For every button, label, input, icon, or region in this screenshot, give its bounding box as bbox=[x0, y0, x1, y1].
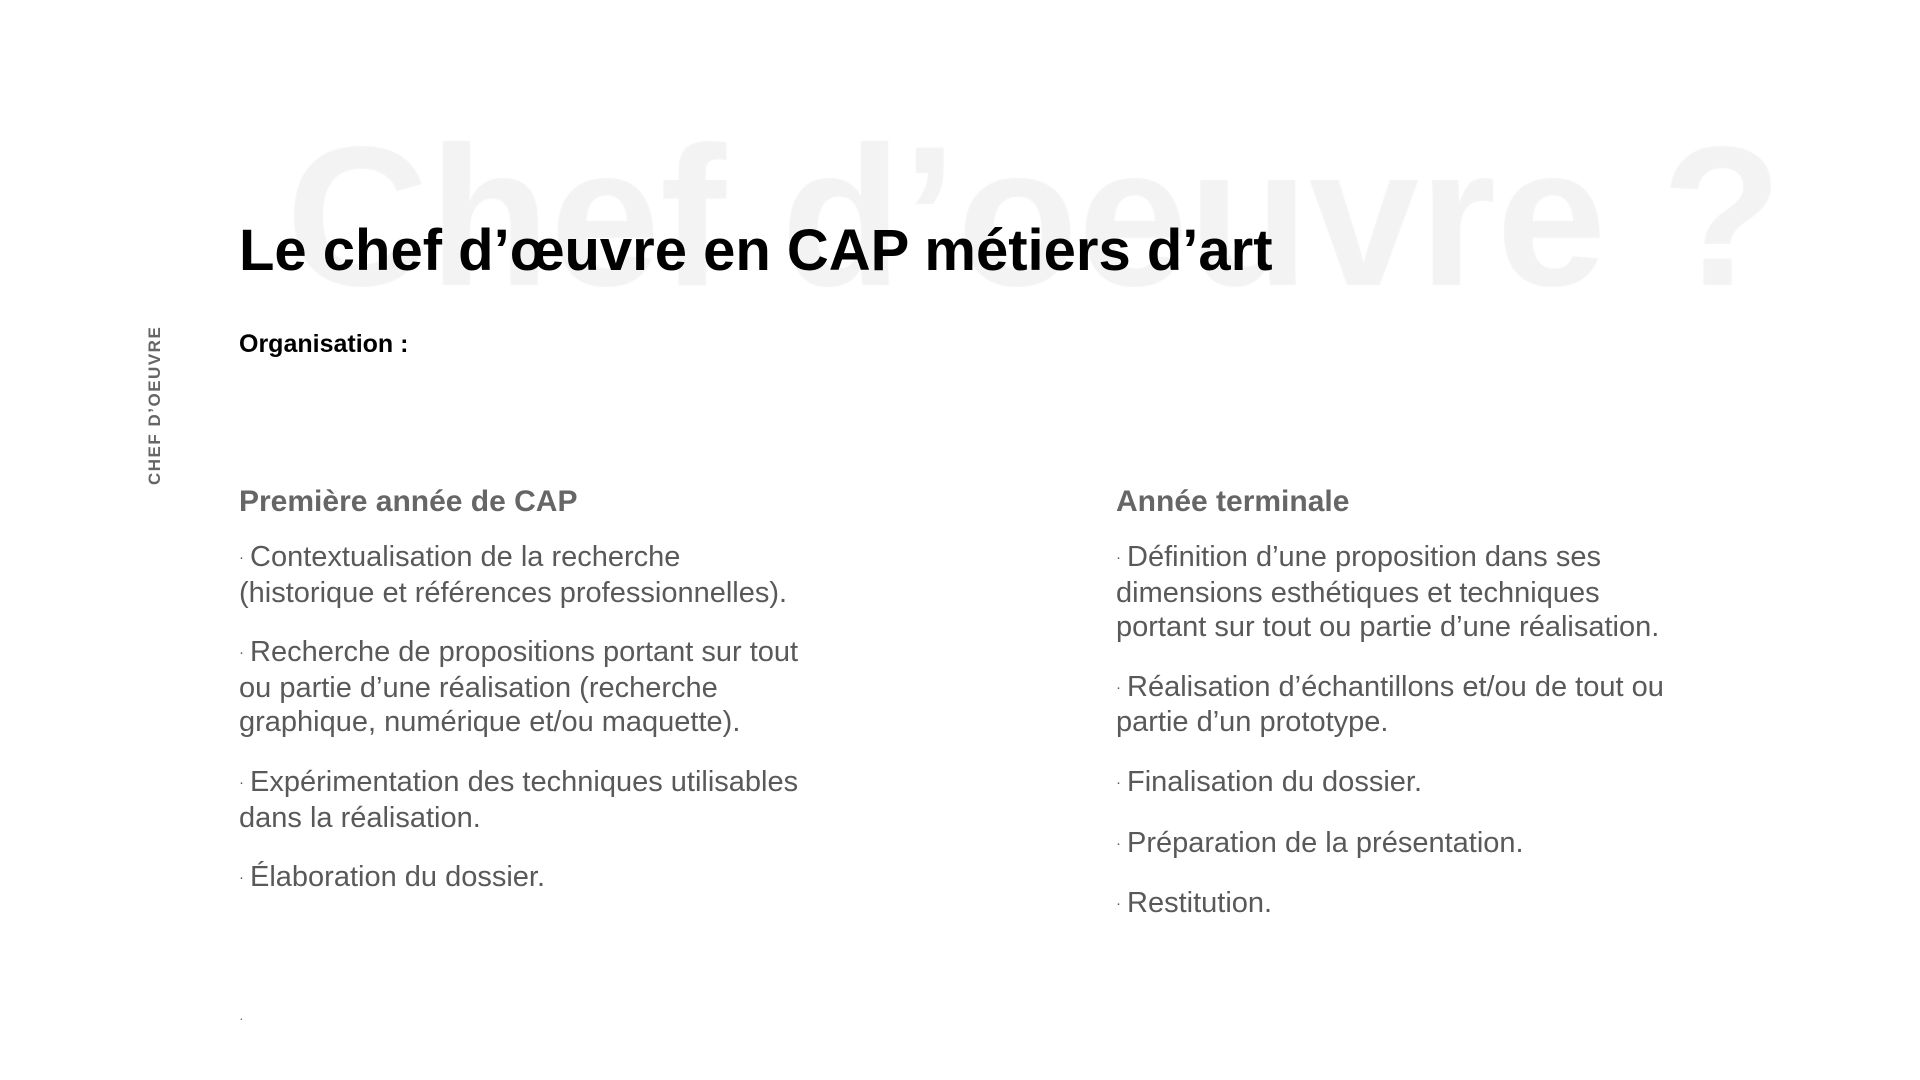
column-heading: Année terminale bbox=[1116, 485, 1350, 518]
section-subtitle: Organisation : bbox=[239, 330, 409, 358]
list-item: · Expérimentation des techniques utilisables dans la réalisation. bbox=[239, 766, 799, 834]
bullet-icon: · bbox=[1116, 549, 1121, 567]
empty-bullet: · bbox=[239, 1010, 244, 1026]
bullet-icon: · bbox=[1116, 774, 1121, 792]
column-first-year bbox=[239, 485, 819, 921]
side-label: CHEF D’OEUVRE bbox=[145, 325, 164, 485]
column-final-year bbox=[1116, 485, 1681, 947]
list-item: · Élaboration du dossier. bbox=[239, 861, 546, 894]
bullet-icon: · bbox=[1116, 678, 1121, 696]
page-title: Le chef d’œuvre en CAP métiers d’art bbox=[239, 218, 1273, 283]
list-item: · Réalisation d’échantillons et/ou de tout ou partie d’un prototype. bbox=[1116, 670, 1664, 739]
bullet-icon: · bbox=[1116, 895, 1121, 913]
bullet-icon: · bbox=[239, 774, 244, 792]
bullet-icon: · bbox=[239, 644, 244, 662]
bullet-icon: · bbox=[239, 869, 244, 887]
bullet-icon: · bbox=[239, 549, 244, 567]
list-item: · Recherche de propositions portant sur tout ou partie d’une réalisation (recherche graphique, numérique et/ou maquette). bbox=[239, 636, 799, 739]
list-item: · Finalisation du dossier. bbox=[1116, 766, 1422, 799]
list-item: · Restitution. bbox=[1116, 887, 1273, 920]
list-item: · Préparation de la présentation. bbox=[1116, 826, 1524, 859]
watermark bbox=[0, 100, 1920, 320]
bullet-icon: · bbox=[1116, 834, 1121, 852]
list-item: · Définition d’une proposition dans ses dimensions esthétiques et techniques portant sur tout ou partie d’une réalisation. bbox=[1116, 541, 1660, 644]
list-item: · Contextualisation de la recherche (historique et références professionnelles). bbox=[239, 541, 788, 609]
column-heading: Première année de CAP bbox=[239, 485, 578, 518]
